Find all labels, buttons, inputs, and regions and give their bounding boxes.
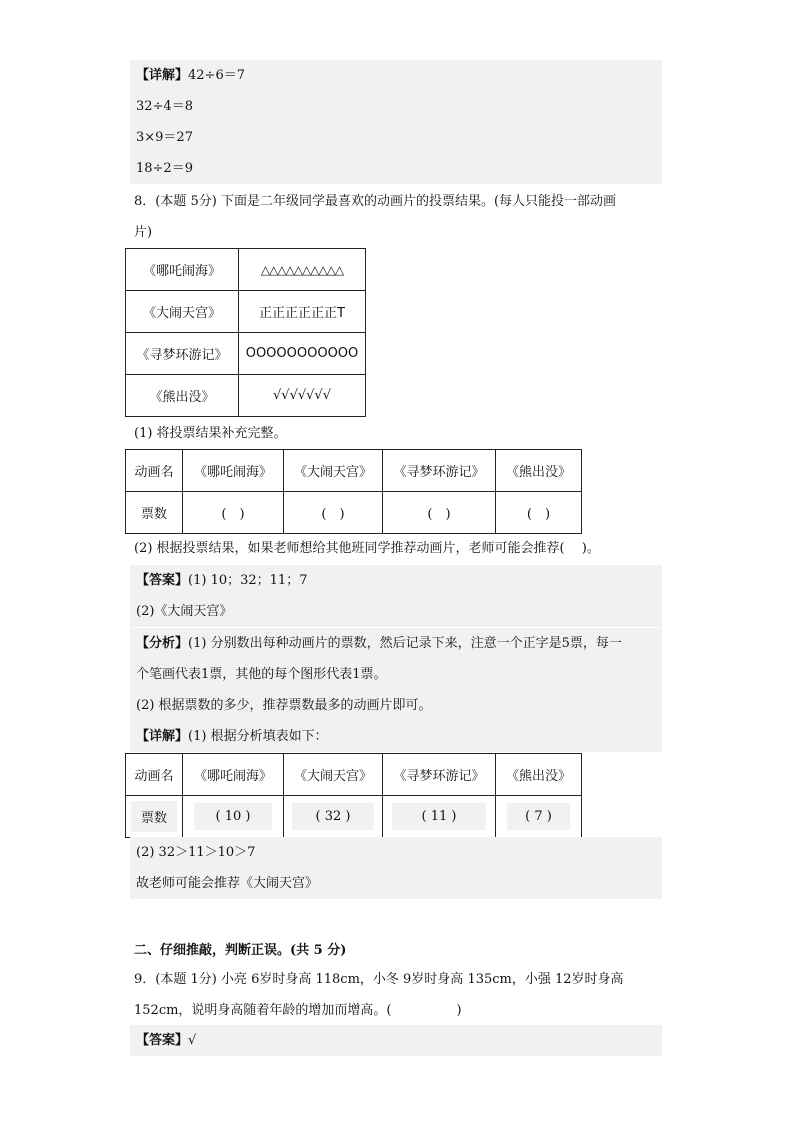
vote-blank: ( ) bbox=[183, 492, 284, 534]
q8-answer-line-2: (2)《大闹天宫》 bbox=[130, 596, 662, 627]
q8-stem-line-2: 片) bbox=[134, 225, 153, 240]
q9-answer-value: √ bbox=[188, 1033, 197, 1048]
q7-detail-label: 【详解】 bbox=[136, 68, 189, 83]
q9-stem-line-2: 152cm，说明身高随着年龄的增加而增高。( ) bbox=[134, 1003, 462, 1018]
filled-col-header: 《熊出没》 bbox=[496, 754, 582, 796]
q7-detail-line-2: 32÷4＝8 bbox=[130, 91, 662, 122]
q8-answer-text-1: (1) 10；32；11；7 bbox=[188, 573, 308, 588]
vote-table-header bbox=[126, 450, 582, 492]
vote-row-label: 票数 bbox=[126, 492, 183, 534]
q8-detail-line-1 bbox=[130, 721, 662, 752]
q8-answer-line-1 bbox=[130, 565, 662, 596]
tally-marks-circles: OOOOOOOOOOO bbox=[239, 333, 366, 375]
q8-stem-line-1: 8．(本题 5分) 下面是二年级同学最喜欢的动画片的投票结果。(每人只能投一部动画 bbox=[134, 194, 617, 209]
filled-value: ( 32 ) bbox=[292, 803, 375, 830]
tally-name: 《熊出没》 bbox=[126, 375, 239, 417]
section-2-heading: 二、仔细推敲，判断正误。(共 5 分) bbox=[134, 943, 347, 958]
q9-answer-line bbox=[130, 1025, 662, 1056]
q8-part2: (2) 根据投票结果，如果老师想给其他班同学推荐动画片，老师可能会推荐( )。 bbox=[134, 541, 600, 556]
q8-detail-text-1: (1) 根据分析填表如下： bbox=[188, 729, 328, 744]
vote-header-label: 动画名 bbox=[126, 450, 183, 492]
q8-analysis-line-3: (2) 根据票数的多少，推荐票数最多的动画片即可。 bbox=[130, 690, 662, 721]
q8-detail-line-3: 故老师可能会推荐《大闹天宫》 bbox=[130, 868, 662, 899]
vote-table bbox=[125, 449, 582, 534]
vote-col-header: 《寻梦环游记》 bbox=[383, 450, 496, 492]
q8-analysis-text-1: (1) 分别数出每种动画片的票数，然后记录下来，注意一个正字是5票，每一 bbox=[188, 636, 622, 651]
filled-table-header bbox=[126, 754, 582, 796]
vote-col-header: 《哪吒闹海》 bbox=[183, 450, 284, 492]
q8-analysis-line-2: 个笔画代表1票，其他的每个图形代表1票。 bbox=[130, 659, 662, 690]
vote-table-row bbox=[126, 492, 582, 534]
q8-analysis-label: 【分析】 bbox=[136, 636, 189, 651]
filled-value: ( 10 ) bbox=[194, 803, 273, 830]
filled-table-row bbox=[126, 796, 582, 838]
tally-row bbox=[126, 291, 366, 333]
q9-stem-line-1: 9．(本题 1分) 小亮 6岁时身高 118cm，小冬 9岁时身高 135cm，小强 12岁时身高 bbox=[134, 972, 624, 987]
vote-col-header: 《大闹天宫》 bbox=[284, 450, 383, 492]
filled-header-label: 动画名 bbox=[126, 754, 183, 796]
filled-row-label: 票数 bbox=[131, 801, 177, 832]
q7-detail-eq-1: 42÷6＝7 bbox=[188, 68, 245, 83]
q8-analysis-line-1 bbox=[130, 628, 662, 659]
q7-detail-line-3: 3×9＝27 bbox=[130, 122, 662, 153]
vote-blank: ( ) bbox=[383, 492, 496, 534]
q8-answer-label: 【答案】 bbox=[136, 573, 189, 588]
tally-row bbox=[126, 333, 366, 375]
tally-marks-zheng: 正正正正正正T bbox=[239, 291, 366, 333]
vote-col-header: 《熊出没》 bbox=[496, 450, 582, 492]
q8-detail-line-2: (2) 32＞11＞10＞7 bbox=[130, 837, 662, 868]
filled-value: ( 11 ) bbox=[392, 803, 487, 830]
filled-vote-table bbox=[125, 753, 582, 838]
filled-value: ( 7 ) bbox=[507, 803, 570, 830]
tally-row bbox=[126, 375, 366, 417]
filled-col-header: 《哪吒闹海》 bbox=[183, 754, 284, 796]
tally-name: 《大闹天宫》 bbox=[126, 291, 239, 333]
tally-marks-checks: √√√√√√√ bbox=[239, 375, 366, 417]
vote-blank: ( ) bbox=[284, 492, 383, 534]
tally-marks-triangles: △△△△△△△△△△ bbox=[239, 249, 366, 291]
q8-detail-label: 【详解】 bbox=[136, 729, 189, 744]
q7-detail-line-1 bbox=[130, 60, 662, 91]
tally-row bbox=[126, 249, 366, 291]
q9-answer-label: 【答案】 bbox=[136, 1033, 189, 1048]
tally-name: 《寻梦环游记》 bbox=[126, 333, 239, 375]
q7-detail-line-4: 18÷2＝9 bbox=[130, 153, 662, 184]
tally-name: 《哪吒闹海》 bbox=[126, 249, 239, 291]
filled-col-header: 《寻梦环游记》 bbox=[383, 754, 496, 796]
tally-table bbox=[125, 248, 366, 417]
vote-blank: ( ) bbox=[496, 492, 582, 534]
filled-col-header: 《大闹天宫》 bbox=[284, 754, 383, 796]
q8-part1: (1) 将投票结果补充完整。 bbox=[134, 426, 287, 441]
